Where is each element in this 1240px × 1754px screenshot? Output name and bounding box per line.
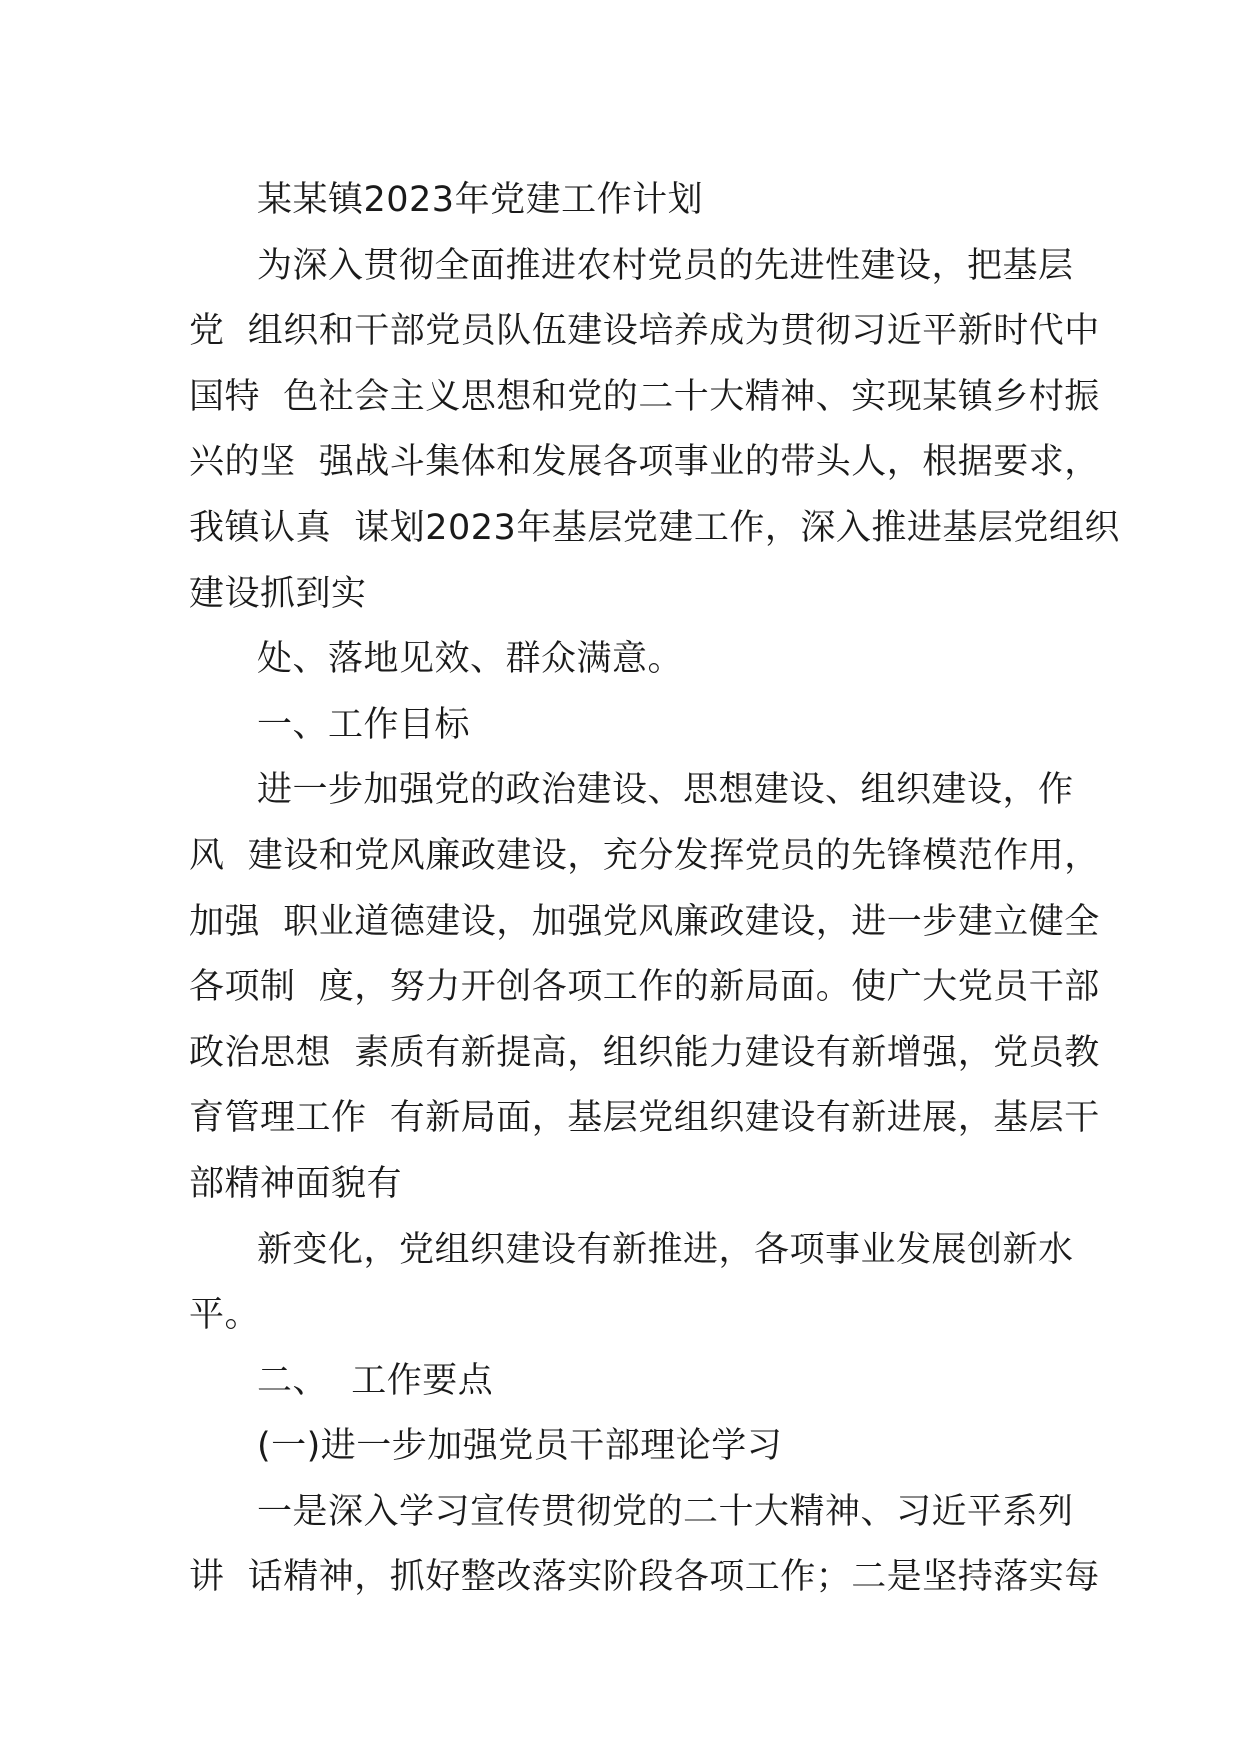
paragraph-line: 国特 色社会主义思想和党的二十大精神、实现某镇乡村振: [189, 376, 1100, 417]
subsection-heading: (一)进一步加强党员干部理论学习: [257, 1426, 783, 1467]
paragraph-line: 风 建设和党风廉政建设，充分发挥党员的先锋模范作用，: [189, 835, 1100, 876]
paragraph-line: 进一步加强党的政治建设、思想建设、组织建设，作: [257, 770, 1074, 811]
paragraph-line: 我镇认真 谋划2023年基层党建工作，深入推进基层党组织: [189, 507, 1120, 548]
paragraph-line: 新变化，党组织建设有新推进，各项事业发展创新水: [257, 1229, 1074, 1270]
paragraph-line: 加强 职业道德建设，加强党风廉政建设，进一步建立健全: [189, 901, 1100, 942]
document-title: 某某镇2023年党建工作计划: [257, 180, 704, 220]
document-body: [189, 168, 1120, 1611]
section-heading: 一、工作目标: [257, 704, 471, 745]
paragraph-line: 政治思想 素质有新提高，组织能力建设有新增强，党员教: [189, 1032, 1100, 1073]
paragraph-line: 部精神面貌有: [189, 1163, 403, 1204]
paragraph-line: 育管理工作 有新局面，基层党组织建设有新进展，基层干: [189, 1098, 1100, 1139]
paragraph-line: 平。: [189, 1295, 261, 1336]
paragraph-line: 党 组织和干部党员队伍建设培养成为贯彻习近平新时代中: [189, 311, 1100, 352]
paragraph-line: 一是深入学习宣传贯彻党的二十大精神、习近平系列: [257, 1491, 1074, 1532]
paragraph-line: 处、落地见效、群众满意。: [257, 639, 684, 680]
paragraph-line: 兴的坚 强战斗集体和发展各项事业的带头人，根据要求，: [189, 442, 1100, 483]
paragraph-line: 各项制 度，努力开创各项工作的新局面。使广大党员干部: [189, 967, 1100, 1008]
section-heading: 二、 工作要点: [257, 1360, 494, 1401]
paragraph-line: 讲 话精神，抓好整改落实阶段各项工作；二是坚持落实每: [189, 1557, 1100, 1598]
paragraph-line: 建设抓到实: [189, 573, 367, 614]
paragraph-line: 为深入贯彻全面推进农村党员的先进性建设，把基层: [257, 245, 1074, 286]
